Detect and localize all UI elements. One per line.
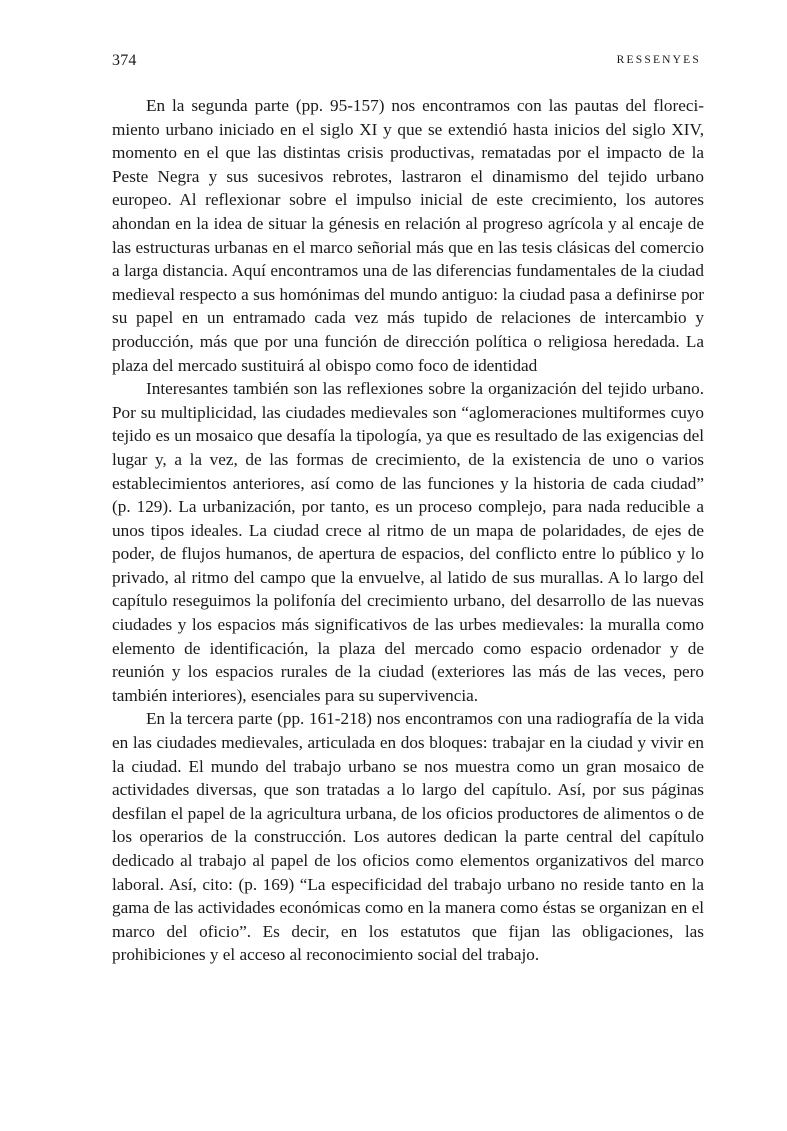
body-text bbox=[112, 94, 704, 967]
paragraph: En la segunda parte (pp. 95-157) nos encontramos con las pautas del florecimiento urbano iniciado en el siglo XI y que se extendió hasta inicios del siglo XIV, momento en el que las distintas crisis productivas, rematadas por el impacto de la Peste Negra y sus sucesivos rebrotes, lastraron el dinamismo del tejido urbano europeo. Al reflexionar sobre el impulso inicial de este crecimiento, los autores ahondan en la idea de situar la génesis en relación al progreso agrícola y al encaje de las estructuras urbanas en el marco señorial más que en las tesis clásicas del comercio a larga distancia. Aquí encontramos una de las diferencias fundamentales de la ciudad medieval respecto a sus homónimas del mundo antiguo: la ciudad pasa a definirse por su papel en un entramado cada vez más tupido de relaciones de intercambio y producción, más que por una función de dirección política o religiosa heredada. La plaza del mercado sustituirá al obispo como foco de identidad bbox=[112, 96, 704, 375]
page-number: 374 bbox=[112, 52, 137, 69]
page-header bbox=[112, 52, 701, 74]
paragraph: En la tercera parte (pp. 161-218) nos encontramos con una radiografía de la vida en las ciudades medievales, articulada en dos bloques: trabajar en la ciudad y vivir en la ciudad. El mundo del trabajo urbano se nos muestra como un gran mosaico de actividades diversas, que son tratadas a lo largo del capítulo. Así, por sus páginas desfilan el papel de la agricultura urbana, de los oficios productores de alimentos o de los operarios de la construcción. Los autores dedican la parte central del capítulo dedicado al trabajo al papel de los oficios como elementos organizativos del marco laboral. Así, cito: (p. 169) “La especificidad del trabajo urbano no reside tanto en la gama de las actividades económicas como en la manera como éstas se organizan en el marco del oficio”. Es decir, en los estatutos que fijan las obligaciones, las prohibiciones y el acceso al reconocimiento social del trabajo. bbox=[112, 709, 704, 965]
running-head: RESSENYES bbox=[616, 54, 701, 66]
paragraph: Interesantes también son las reflexiones sobre la organización del tejido urbano. Por su multiplicidad, las ciudades medievales son “aglomeraciones multiformes cuyo tejido es un mosaico que desafía la tipología, ya que es resultado de las exigencias del lugar y, a la vez, de las formas de crecimiento, de la existencia de uno o varios establecimientos anteriores, así como de las funciones y la historia de cada ciudad” (p. 129). La urbanización, por tanto, es un proceso complejo, para nada reducible a unos tipos ideales. La ciudad crece al ritmo de un mapa de polaridades, de ejes de poder, de flujos humanos, de apertura de espacios, del conflicto entre lo público y lo privado, al ritmo del campo que la envuelve, al latido de sus murallas. A lo largo del capítulo reseguimos la polifonía del crecimiento urbano, del desarrollo de las nuevas ciudades y los espacios más significativos de las urbes medievales: la muralla como elemento de identificación, la plaza del mercado como espacio ordenador y de reunión y los espacios rurales de la ciudad (exteriores las más de las veces, pero también interiores), esenciales para su supervivencia. bbox=[112, 379, 704, 705]
